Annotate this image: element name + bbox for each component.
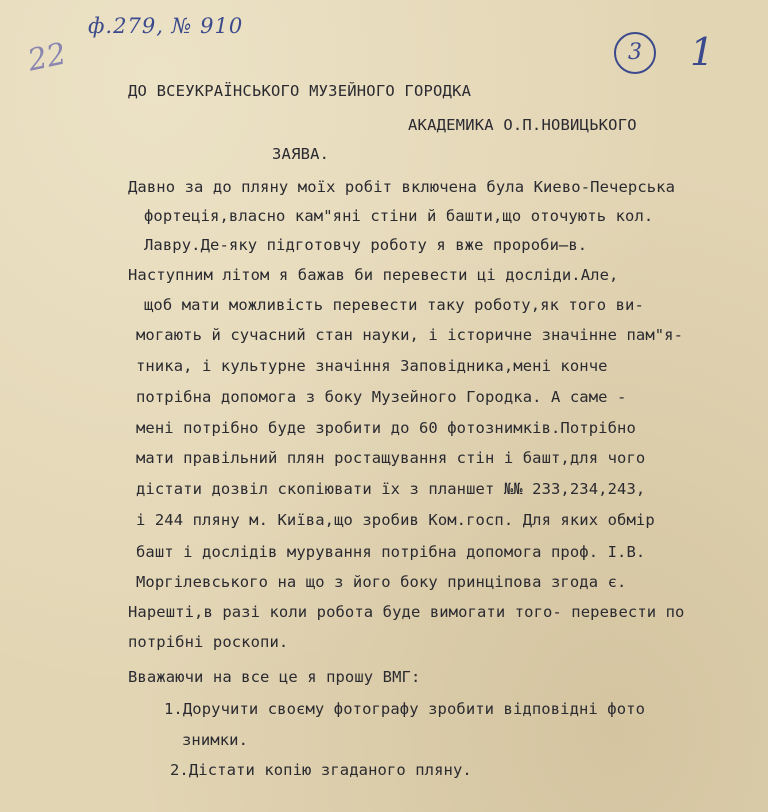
body-line: 1.Доручити своєму фотографу зробити відповідні фото xyxy=(164,700,646,718)
body-line: Моргілевського на що з його боку принціпова згода є. xyxy=(136,573,627,591)
body-line: дістати дозвіл скопіювати їх з планшет №№ 233,234,243, xyxy=(136,480,646,498)
body-line: Давно за до пляну моїх робіт включена була Киево-Печерська xyxy=(128,178,676,196)
body-line: і 244 пляну м. Київа,що зробив Ком.госп. Для яких обмір xyxy=(136,511,655,529)
circled-number: 3 xyxy=(614,32,656,74)
body-line: могають й сучасний стан науки, і історичне значінне пам"я- xyxy=(136,326,684,344)
body-line: потрібна допомога з боку Музейного Городка. А саме - xyxy=(136,388,627,406)
archive-reference: ф.279, № 910 xyxy=(88,14,244,38)
body-line: Нарешті,в разі коли робота буде вимогати того- перевести по xyxy=(128,603,685,621)
body-line: фортеція,власно кам"яні стіни й башти,що оточують кол. xyxy=(144,207,654,225)
body-line: Наступним літом я бажав би перевести ці досліди.Але, xyxy=(128,266,619,284)
body-line: мені потрібно буде зробити до 60 фотознимків.Потрібно xyxy=(136,419,636,437)
body-line: башт і дослідів мурування потрібна допомога проф. І.В. xyxy=(136,543,646,561)
body-line: знимки. xyxy=(182,731,249,749)
body-line: щоб мати можливість перевести таку роботу,як того ви- xyxy=(144,296,644,314)
body-line: тника, і культурне значіння Заповідника,мені конче xyxy=(136,357,608,375)
body-line: мати правільний плян ростащування стін і башт,для чого xyxy=(136,449,646,467)
addressee-line-1: ДО ВСЕУКРАЇНСЬКОГО МУЗЕЙНОГО ГОРОДКА xyxy=(128,82,472,100)
page-number: 1 xyxy=(690,30,715,74)
body-line: Вважаючи на все це я прошу ВМГ: xyxy=(128,668,421,686)
addressee-line-2: АКАДЕМИКА О.П.НОВИЦЬКОГО xyxy=(408,116,637,134)
margin-number: 22 xyxy=(24,36,70,79)
body-line: Лавру.Де-яку підготовчу роботу я вже пророби̶в. xyxy=(144,236,588,254)
body-line: 2.Дістати копію згаданого пляну. xyxy=(170,761,472,779)
document-title: ЗАЯВА. xyxy=(272,145,330,163)
body-line: потрібні роскопи. xyxy=(128,633,289,651)
